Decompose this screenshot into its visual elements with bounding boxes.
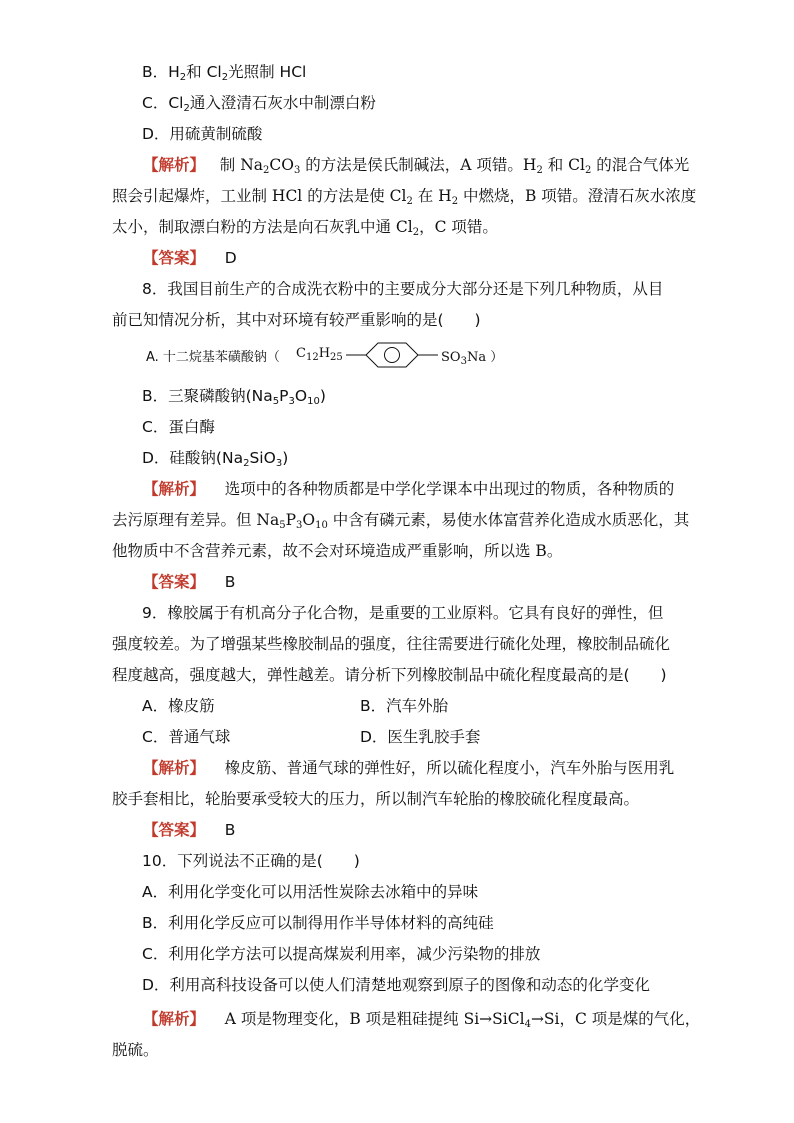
q7-analysis-line-3 bbox=[112, 216, 498, 238]
q8-analysis-line-2 bbox=[112, 509, 689, 531]
answer-tag: 【答案】 bbox=[143, 821, 206, 839]
answer-value: D bbox=[224, 249, 237, 267]
analysis-text: 制 Na bbox=[219, 156, 264, 174]
formula-text: H bbox=[318, 346, 331, 361]
q9-analysis-line-1 bbox=[143, 757, 674, 779]
q8-option-b bbox=[142, 385, 326, 407]
q9-stem-line-1: 9．橡胶属于有机高分子化合物，是重要的工业原料。它具有良好的弹性，但 bbox=[142, 604, 664, 622]
subscript: 25 bbox=[330, 352, 343, 363]
q7-option-c-text: C．Cl bbox=[142, 94, 184, 112]
q10-option-b: B．利用化学反应可以制得用作半导体材料的高纯硅 bbox=[142, 914, 494, 932]
analysis-tag: 【解析】 bbox=[143, 1010, 206, 1028]
q7-option-c bbox=[142, 92, 376, 114]
q10-option-d: D．利用高科技设备可以使人们清楚地观察到原子的图像和动态的化学变化 bbox=[142, 976, 650, 994]
subscript: 2 bbox=[406, 196, 413, 207]
q9-option-b: B．汽车外胎 bbox=[360, 697, 449, 715]
option-text: P bbox=[279, 387, 289, 405]
q7-option-b-text: 光照制 HCl bbox=[228, 63, 307, 81]
q8-option-d bbox=[142, 447, 288, 469]
q7-option-b-text: B．H bbox=[142, 63, 180, 81]
q9-option-a: A．橡皮筋 bbox=[142, 697, 215, 715]
subscript: 2 bbox=[243, 458, 250, 469]
q7-analysis-line-1 bbox=[143, 154, 689, 176]
q7-option-d: D．用硫黄制硫酸 bbox=[142, 125, 263, 143]
option-text: SiO bbox=[249, 449, 276, 467]
analysis-text: 选项中的各种物质都是中学化学课本中出现过的物质，各种物质的 bbox=[224, 480, 675, 498]
analysis-text: 的方法是侯氏制碱法，A 项错。H bbox=[300, 156, 537, 174]
sulfonate-group bbox=[441, 346, 503, 365]
analysis-tag: 【解析】 bbox=[143, 759, 206, 777]
option-text: O bbox=[294, 387, 308, 405]
formula-text: Na ） bbox=[466, 350, 504, 365]
subscript: 10 bbox=[307, 396, 320, 407]
q9-analysis-line-2: 胶手套相比，轮胎要承受较大的压力，所以制汽车轮胎的橡胶硫化程度最高。 bbox=[112, 790, 640, 808]
subscript: 3 bbox=[296, 520, 303, 531]
subscript: 10 bbox=[315, 520, 328, 531]
analysis-text: A 项是物理变化，B 项是粗硅提纯 Si→SiCl bbox=[224, 1010, 525, 1028]
analysis-text: 橡皮筋、普通气球的弹性好，所以硫化程度小，汽车外胎与医用乳 bbox=[224, 759, 675, 777]
option-text: D．硅酸钠(Na bbox=[142, 449, 244, 467]
analysis-text: 的混合气体光 bbox=[591, 156, 690, 174]
subscript: 3 bbox=[293, 165, 301, 176]
analysis-text: P bbox=[285, 511, 297, 529]
option-text: B．三聚磷酸钠(Na bbox=[142, 387, 273, 405]
subscript: 5 bbox=[272, 396, 280, 407]
q10-stem: 10．下列说法不正确的是( ) bbox=[142, 852, 360, 870]
q9-stem-line-2: 强度较差。为了增强某些橡胶制品的强度，往往需要进行硫化处理，橡胶制品硫化 bbox=[112, 635, 671, 653]
analysis-text: 太小，制取漂白粉的方法是向石灰乳中通 Cl bbox=[112, 218, 413, 236]
subscript: 2 bbox=[221, 72, 229, 83]
subscript: 2 bbox=[584, 165, 592, 176]
q8-option-a-label: A. 十二烷基苯磺酸钠（ bbox=[146, 350, 280, 365]
q7-option-c-text: 通入澄清石灰水中制漂白粉 bbox=[189, 94, 376, 112]
q10-analysis-line-2: 脱硫。 bbox=[112, 1041, 159, 1059]
q10-analysis-line-1 bbox=[143, 1008, 700, 1030]
analysis-tag: 【解析】 bbox=[143, 480, 206, 498]
answer-value: B bbox=[224, 821, 236, 839]
q7-analysis-line-2 bbox=[112, 185, 696, 207]
answer-tag: 【答案】 bbox=[143, 249, 206, 267]
subscript: 2 bbox=[183, 103, 190, 114]
q10-option-c: C．利用化学方法可以提高煤炭利用率，减少污染物的排放 bbox=[142, 945, 541, 963]
answer-tag: 【答案】 bbox=[143, 573, 206, 591]
analysis-text: →Si，C 项是煤的气化， bbox=[530, 1010, 701, 1028]
subscript: 5 bbox=[279, 520, 286, 531]
formula-text: SO bbox=[441, 350, 461, 365]
analysis-text: 照会引起爆炸，工业制 HCl 的方法是使 Cl bbox=[112, 187, 407, 205]
q8-analysis-line-3: 他物质中不含营养元素，故不会对环境造成严重影响，所以选 B。 bbox=[112, 542, 563, 560]
q10-option-a: A．利用化学变化可以用活性炭除去冰箱中的异味 bbox=[142, 883, 479, 901]
q8-stem-line-2: 前已知情况分析，其中对环境有较严重影响的是( ) bbox=[112, 311, 481, 329]
q9-option-d: D．医生乳胶手套 bbox=[360, 728, 481, 746]
alkyl-group bbox=[296, 346, 343, 361]
q7-option-b-text: 和 Cl bbox=[186, 63, 222, 81]
analysis-text: CO bbox=[269, 156, 294, 174]
analysis-text: O bbox=[302, 511, 316, 529]
analysis-text: 去污原理有差异。但 Na bbox=[112, 511, 280, 529]
analysis-text: 中含有磷元素，易使水体富营养化造成水质恶化，其 bbox=[327, 511, 690, 529]
analysis-tag: 【解析】 bbox=[143, 156, 206, 174]
analysis-text: 中燃烧，B 项错。澄清石灰水浓度 bbox=[458, 187, 697, 205]
q7-answer bbox=[143, 247, 237, 269]
analysis-text: 在 H bbox=[412, 187, 452, 205]
q8-analysis-line-1 bbox=[143, 478, 674, 500]
q7-option-b bbox=[142, 61, 306, 83]
subscript: 12 bbox=[305, 352, 319, 363]
q9-answer bbox=[143, 819, 235, 841]
analysis-text: ，C 项错。 bbox=[419, 218, 498, 236]
q8-answer bbox=[143, 571, 235, 593]
formula-text: C bbox=[296, 346, 306, 361]
q8-option-c: C．蛋白酶 bbox=[142, 418, 215, 436]
q9-option-c: C．普通气球 bbox=[142, 728, 231, 746]
option-text: ) bbox=[319, 387, 326, 405]
subscript: 2 bbox=[536, 165, 543, 176]
subscript: 2 bbox=[179, 72, 187, 83]
subscript: 3 bbox=[460, 356, 467, 367]
subscript: 3 bbox=[275, 458, 283, 469]
option-text: ) bbox=[282, 449, 289, 467]
subscript: 2 bbox=[451, 196, 459, 207]
q9-stem-line-3: 程度越高，强度越大，弹性越差。请分析下列橡胶制品中硫化程度最高的是( ) bbox=[112, 666, 667, 684]
answer-value: B bbox=[224, 573, 236, 591]
analysis-text: 和 Cl bbox=[542, 156, 585, 174]
subscript: 2 bbox=[412, 227, 420, 238]
subscript: 4 bbox=[524, 1019, 531, 1030]
subscript: 2 bbox=[263, 165, 270, 176]
q8-stem-line-1: 8．我国目前生产的合成洗衣粉中的主要成分大部分还是下列几种物质，从目 bbox=[142, 280, 664, 298]
subscript: 3 bbox=[288, 396, 295, 407]
